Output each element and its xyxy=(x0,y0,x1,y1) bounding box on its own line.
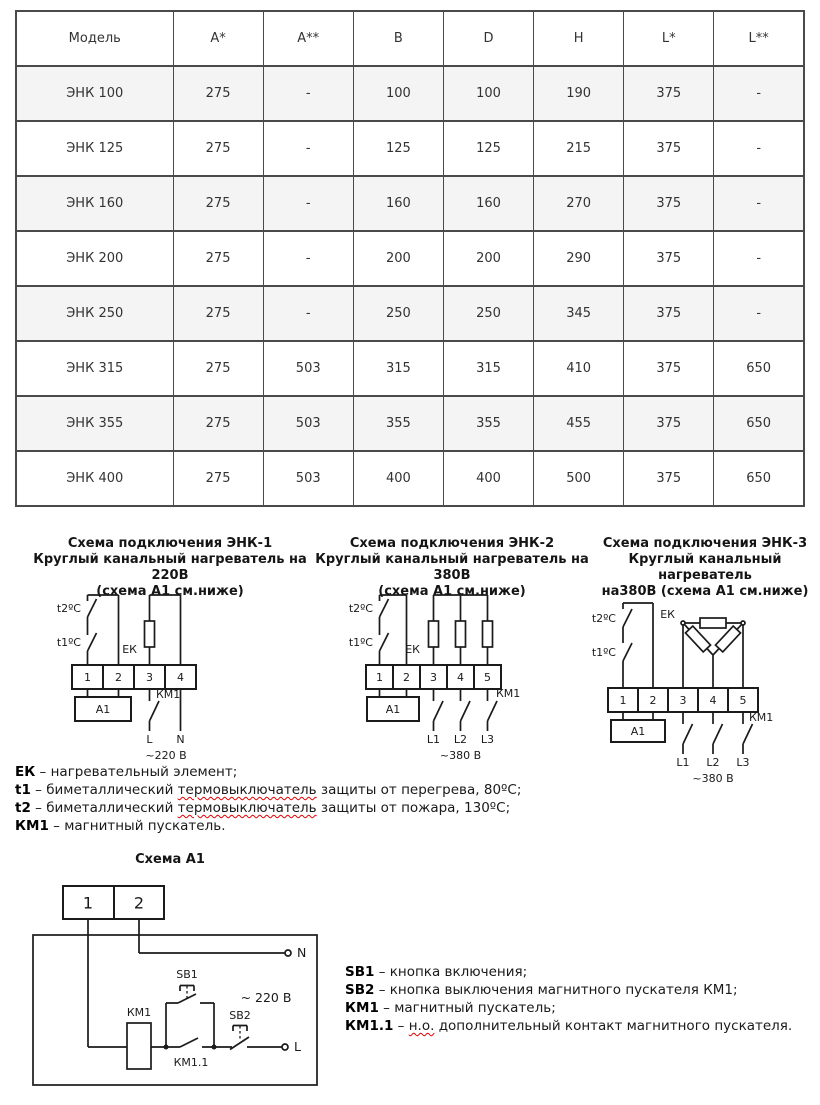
table-row xyxy=(16,66,804,121)
terminal-number: 3 xyxy=(679,694,687,707)
sb2-label: SB2 xyxy=(229,1009,251,1022)
table-cell: 200 xyxy=(443,231,533,286)
heater-element-symbol xyxy=(429,621,439,647)
legend-key: КМ1 xyxy=(345,1000,379,1016)
thermal-switch-blades xyxy=(623,609,632,661)
ek-label: ЕК xyxy=(405,643,420,656)
phase-l-label: L xyxy=(294,1039,301,1054)
table-row xyxy=(16,451,804,506)
heater-element-symbol xyxy=(700,618,726,628)
spellcheck-word: термовыключатель xyxy=(177,782,317,798)
table-cell: 455 xyxy=(534,396,624,451)
km1-label: КМ1 xyxy=(156,688,181,701)
terminal-number: 1 xyxy=(82,893,94,913)
table-cell: ЭНК 315 xyxy=(16,341,173,396)
table-cell: 160 xyxy=(443,176,533,231)
legend-key: ЕК xyxy=(15,764,36,780)
table-cell: 375 xyxy=(624,396,714,451)
voltage-label: ~220 В xyxy=(145,749,187,762)
t2-label: t2ºC xyxy=(348,602,373,615)
legend-key: SB1 xyxy=(345,964,375,980)
table-cell: 355 xyxy=(353,396,443,451)
spellcheck-word: термовыключатель xyxy=(177,800,317,816)
table-cell: 275 xyxy=(173,176,263,231)
table-cell: 500 xyxy=(534,451,624,506)
km1-coil xyxy=(127,1023,151,1069)
terminal-number: 2 xyxy=(649,694,657,707)
table-cell: 275 xyxy=(173,286,263,341)
title-line: (схема А1 см.ниже) xyxy=(96,584,244,599)
delta-node xyxy=(741,621,745,625)
table-cell: 100 xyxy=(443,66,533,121)
table-cell: 125 xyxy=(353,121,443,176)
a1-label: А1 xyxy=(385,703,401,716)
table-cell: 125 xyxy=(443,121,533,176)
heater-element-symbol xyxy=(715,626,740,652)
table-cell: ЭНК 250 xyxy=(16,286,173,341)
heater-element-symbol xyxy=(145,621,155,647)
km1-1-contact-blade xyxy=(180,1038,198,1047)
table-cell: 290 xyxy=(534,231,624,286)
table-cell: ЭНК 355 xyxy=(16,396,173,451)
delta-node xyxy=(681,621,685,625)
table-row xyxy=(16,341,804,396)
title-line: Круглый канальный нагреватель на 380В xyxy=(315,552,589,583)
table-cell: 345 xyxy=(534,286,624,341)
heater-element-symbol xyxy=(456,621,466,647)
table-cell: ЭНК 200 xyxy=(16,231,173,286)
table-row xyxy=(16,231,804,286)
table-cell: 275 xyxy=(173,451,263,506)
terminal-number: 5 xyxy=(739,694,747,707)
table-cell: 375 xyxy=(624,176,714,231)
table-cell: 250 xyxy=(353,286,443,341)
terminal-number: 4 xyxy=(457,671,464,684)
table-cell: - xyxy=(714,231,804,286)
legend-line: SB1 – кнопка включения; xyxy=(345,964,528,980)
km1-label: КМ1 xyxy=(749,711,774,724)
table-cell: ЭНК 160 xyxy=(16,176,173,231)
table-cell: 190 xyxy=(534,66,624,121)
thermal-switch-blades xyxy=(88,599,97,651)
terminal-number: 2 xyxy=(133,893,145,913)
table-cell: 650 xyxy=(714,451,804,506)
column-header: L* xyxy=(624,11,714,66)
legend-key: КМ1 xyxy=(15,818,49,834)
table-cell: - xyxy=(714,286,804,341)
l-terminal xyxy=(282,1044,288,1050)
neutral-n-label: N xyxy=(297,945,307,960)
table-cell: 315 xyxy=(443,341,533,396)
legend-key: t2 xyxy=(15,800,31,816)
table-cell: 375 xyxy=(624,121,714,176)
scheme-a1-title: Схема А1 xyxy=(135,852,205,867)
km1-contact-blade xyxy=(150,701,160,721)
phase-l2-label: L2 xyxy=(706,756,720,769)
a1-label: А1 xyxy=(630,725,646,738)
column-header: D xyxy=(443,11,533,66)
t2-label: t2ºC xyxy=(591,612,616,625)
table-cell: - xyxy=(263,176,353,231)
table-cell: 375 xyxy=(624,451,714,506)
ek-label: ЕК xyxy=(660,608,675,621)
table-cell: ЭНК 400 xyxy=(16,451,173,506)
terminal-number: 4 xyxy=(177,671,184,684)
neutral-n-label: N xyxy=(176,733,185,746)
a1-label: А1 xyxy=(95,703,111,716)
column-header: H xyxy=(534,11,624,66)
column-header: L** xyxy=(714,11,804,66)
legend-key: SB2 xyxy=(345,982,375,998)
terminal-number: 3 xyxy=(430,671,437,684)
table-cell: 275 xyxy=(173,341,263,396)
table-cell: 250 xyxy=(443,286,533,341)
scheme-a1-circuit xyxy=(20,875,360,1095)
phase-l2-label: L2 xyxy=(453,733,468,746)
table-cell: 410 xyxy=(534,341,624,396)
legend-line: t1 – биметаллический термовыключатель защиты от перегрева, 80ºС; xyxy=(15,782,522,798)
components-legend xyxy=(15,763,585,835)
km1-contact-blades xyxy=(683,724,753,744)
voltage-label: ~380 В xyxy=(692,772,734,785)
legend-key: t1 xyxy=(15,782,31,798)
table-cell: 375 xyxy=(624,231,714,286)
thermal-switch-blades xyxy=(380,599,389,651)
table-cell: 400 xyxy=(353,451,443,506)
legend-line: SB2 – кнопка выключения магнитного пускателя КМ1; xyxy=(345,982,738,998)
t2-label: t2ºC xyxy=(56,602,81,615)
heater-element-symbol xyxy=(685,626,710,652)
title-line: Схема подключения ЭНК-2 xyxy=(349,536,555,551)
table-cell: 650 xyxy=(714,396,804,451)
terminal-number: 1 xyxy=(376,671,383,684)
km1-label: КМ1 xyxy=(126,1006,152,1019)
km1-label: КМ1 xyxy=(496,687,521,700)
terminal-number: 1 xyxy=(619,694,627,707)
terminal-number: 1 xyxy=(84,671,91,684)
table-cell: 315 xyxy=(353,341,443,396)
t1-label: t1ºC xyxy=(56,636,81,649)
scheme-a1-legend xyxy=(345,963,815,1035)
table-cell: 503 xyxy=(263,451,353,506)
phase-l1-label: L1 xyxy=(676,756,690,769)
legend-line: КМ1 – магнитный пускатель; xyxy=(345,1000,556,1016)
legend-line: ЕК – нагревательный элемент; xyxy=(15,764,238,780)
voltage-label: ~ 220 В xyxy=(240,990,292,1005)
spec-head-row xyxy=(16,11,804,66)
legend-line: t2 – биметаллический термовыключатель защиты от пожара, 130ºС; xyxy=(15,800,511,816)
terminal-number: 5 xyxy=(484,671,491,684)
t1-label: t1ºC xyxy=(591,646,616,659)
spellcheck-word: н.о. xyxy=(408,1018,435,1034)
n-terminal xyxy=(285,950,291,956)
table-cell: 200 xyxy=(353,231,443,286)
legend-line: КМ1 – магнитный пускатель. xyxy=(15,818,226,834)
table-cell: - xyxy=(263,121,353,176)
km1-1-label: КМ1.1 xyxy=(173,1056,209,1069)
table-cell: ЭНК 125 xyxy=(16,121,173,176)
title-line: на380В (схема А1 см.ниже) xyxy=(601,584,809,599)
km1-contact-blades xyxy=(434,701,498,721)
junction-node xyxy=(212,1045,217,1050)
title-line: Круглый канальный нагреватель на 220В xyxy=(33,552,307,583)
heater-element-symbol xyxy=(483,621,493,647)
terminal-number: 3 xyxy=(146,671,153,684)
table-cell: - xyxy=(263,286,353,341)
table-cell: 400 xyxy=(443,451,533,506)
table-cell: 375 xyxy=(624,286,714,341)
terminal-number: 2 xyxy=(115,671,122,684)
table-cell: - xyxy=(714,121,804,176)
sb1-label: SB1 xyxy=(176,968,198,981)
terminal-number: 2 xyxy=(403,671,410,684)
table-cell: 355 xyxy=(443,396,533,451)
table-cell: ЭНК 100 xyxy=(16,66,173,121)
voltage-label: ~380 В xyxy=(439,749,482,762)
legend-key: КМ1.1 xyxy=(345,1018,394,1034)
table-cell: 375 xyxy=(624,66,714,121)
column-header: Модель xyxy=(16,11,173,66)
table-cell: 160 xyxy=(353,176,443,231)
table-cell: 375 xyxy=(624,341,714,396)
table-cell: 215 xyxy=(534,121,624,176)
sb1-contact-blade xyxy=(178,994,196,1003)
table-row xyxy=(16,121,804,176)
table-cell: 275 xyxy=(173,396,263,451)
t1-label: t1ºC xyxy=(348,636,373,649)
ek-label: ЕК xyxy=(122,643,137,656)
table-cell: 100 xyxy=(353,66,443,121)
phase-l3-label: L3 xyxy=(736,756,750,769)
title-line: Круглый канальный нагреватель xyxy=(628,552,782,583)
phase-l-label: L xyxy=(146,733,153,746)
column-header: A** xyxy=(263,11,353,66)
column-header: A* xyxy=(173,11,263,66)
table-cell: 650 xyxy=(714,341,804,396)
dimensions-table xyxy=(15,10,805,507)
table-cell: - xyxy=(714,176,804,231)
table-row xyxy=(16,176,804,231)
table-row xyxy=(16,286,804,341)
title-line: Схема подключения ЭНК-3 xyxy=(602,536,808,551)
wiring-diagram-enk3 xyxy=(578,585,818,800)
table-cell: 270 xyxy=(534,176,624,231)
table-cell: - xyxy=(263,231,353,286)
table-row xyxy=(16,396,804,451)
terminal-number: 4 xyxy=(709,694,717,707)
legend-line: КМ1.1 – н.о. дополнительный контакт магнитного пускателя. xyxy=(345,1018,793,1034)
junction-node xyxy=(164,1045,169,1050)
table-cell: 275 xyxy=(173,231,263,286)
column-header: B xyxy=(353,11,443,66)
spec-body xyxy=(16,66,804,506)
title-line: Схема подключения ЭНК-1 xyxy=(67,536,273,551)
table-cell: 275 xyxy=(173,66,263,121)
table-cell: - xyxy=(714,66,804,121)
phase-l3-label: L3 xyxy=(480,733,495,746)
wiring-diagram-enk1 xyxy=(8,585,308,765)
phase-l1-label: L1 xyxy=(426,733,441,746)
table-cell: - xyxy=(263,66,353,121)
table-cell: 503 xyxy=(263,341,353,396)
table-cell: 503 xyxy=(263,396,353,451)
sb2-contact-blade xyxy=(230,1037,249,1050)
title-line: (схема А1 см.ниже) xyxy=(378,584,526,599)
table-cell: 275 xyxy=(173,121,263,176)
